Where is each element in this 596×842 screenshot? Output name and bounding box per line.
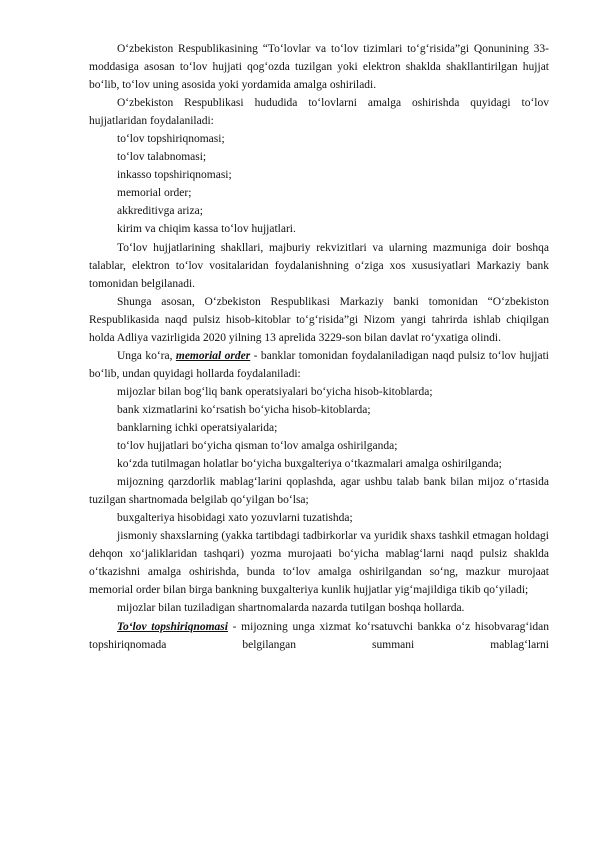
list-item: memorial order; xyxy=(117,187,192,200)
paragraph-payment-order-definition xyxy=(89,618,549,654)
list-item: to‘lov topshiriqnomasi; xyxy=(117,133,225,146)
list-item: jismoniy shaxslarning (yakka tartibdagi tadbirkorlar va yuridik shaxs tashkil etmagan holdagi dehqon xo‘jaliklaridan tashqari) yozma murojaati bo‘yicha mablag‘larni naqd pulsiz shaklda o‘tkazishni amalga oshirishda, bunda to‘lov amalga oshirilgandan so‘ng, mazkur murojaat memorial order bilan birga bankning buxgalteriya kunlik hujjatlar yig‘majildiga tikib qo‘yiladi; xyxy=(89,530,549,597)
list-item: to‘lov talabnomasi; xyxy=(117,151,207,164)
payment-documents-list xyxy=(89,130,549,238)
paragraph-memorial-order-definition xyxy=(89,347,549,383)
list-item: kirim va chiqim kassa to‘lov hujjatlari. xyxy=(117,223,296,236)
list-item: buxgalteriya hisobidagi xato yozuvlarni tuzatishda; xyxy=(117,512,353,525)
list-item: bank xizmatlarini ko‘rsatish bo‘yicha hisob-kitoblarda; xyxy=(117,403,371,416)
memorial-definition-text: - banklar tomonidan foydalaniladigan naqd pulsiz to‘lov hujjati bo‘lib, undan quyidagi hollarda foydalaniladi: xyxy=(89,349,549,380)
list-item: to‘lov hujjatlari bo‘yicha qisman to‘lov amalga oshirilganda; xyxy=(117,440,398,453)
list-item: mijozning qarzdorlik mablag‘larini qoplashda, agar ushbu talab bank bilan mijoz o‘rtasida tuzilgan shartnomada belgilab qo‘yilgan bo‘lsa; xyxy=(89,476,549,507)
memorial-order-term: memorial order xyxy=(175,349,251,362)
paragraph-regulation: Shunga asosan, O‘zbekiston Respublikasi Markaziy banki tomonidan “O‘zbekiston Respublikasida naqd pulsiz hisob-kitoblar to‘g‘risida”gi Nizom yangi tahrirda ishlab chiqilgan holda Adliya vazirligida 2020 yilning 13 aprelida 3229-son bilan davlat ro‘yxatiga olindi. xyxy=(89,295,549,344)
list-item: ko‘zda tutilmagan holatlar bo‘yicha buxgalteriya o‘tkazmalari amalga oshirilganda; xyxy=(117,458,502,471)
memorial-order-cases-list xyxy=(89,383,549,455)
paragraph-payment-documents-intro: O‘zbekiston Respublikasi hududida to‘lovlarni amalga oshirishda quyidagi to‘lov hujjatlaridan foydalaniladi: xyxy=(89,97,549,128)
paragraph-law-reference: O‘zbekiston Respublikasining “To‘lovlar va to‘lov tizimlari to‘g‘risida”gi Qonunining 33-moddasiga asosan to‘lov hujjati qog‘ozda tuzilgan yoki elektron shaklda shakllantirilgan hujjat bo‘lib, to‘lov uning asosida yoki yordamida amalga oshiriladi. xyxy=(89,43,549,92)
list-item: banklarning ichki operatsiyalarida; xyxy=(117,421,278,434)
list-item: mijozlar bilan tuziladigan shartnomalarda nazarda tutilgan boshqa hollarda. xyxy=(117,602,465,615)
list-item: inkasso topshiriqnomasi; xyxy=(117,169,232,182)
paragraph-requirements: To‘lov hujjatlarining shakllari, majburiy rekvizitlari va ularning mazmuniga doir boshqa talablar, elektron to‘lov vositalaridan foydalanishning o‘ziga xos xususiyatlari Markaziy bank tomonidan belgilanadi. xyxy=(89,241,549,290)
payment-order-definition-text: - mijozning unga xizmat ko‘rsatuvchi bankka o‘z hisobvarag‘idan topshiriqnomada belgilangan summani mablag‘larni xyxy=(89,620,550,651)
list-item: mijozlar bilan bog‘liq bank operatsiyalari bo‘yicha hisob-kitoblarda; xyxy=(117,385,433,398)
list-item: akkreditivga ariza; xyxy=(117,205,203,218)
payment-order-term: To‘lov topshiriqnomasi xyxy=(117,620,228,633)
memorial-prefix: Unga ko‘ra, xyxy=(117,349,176,362)
